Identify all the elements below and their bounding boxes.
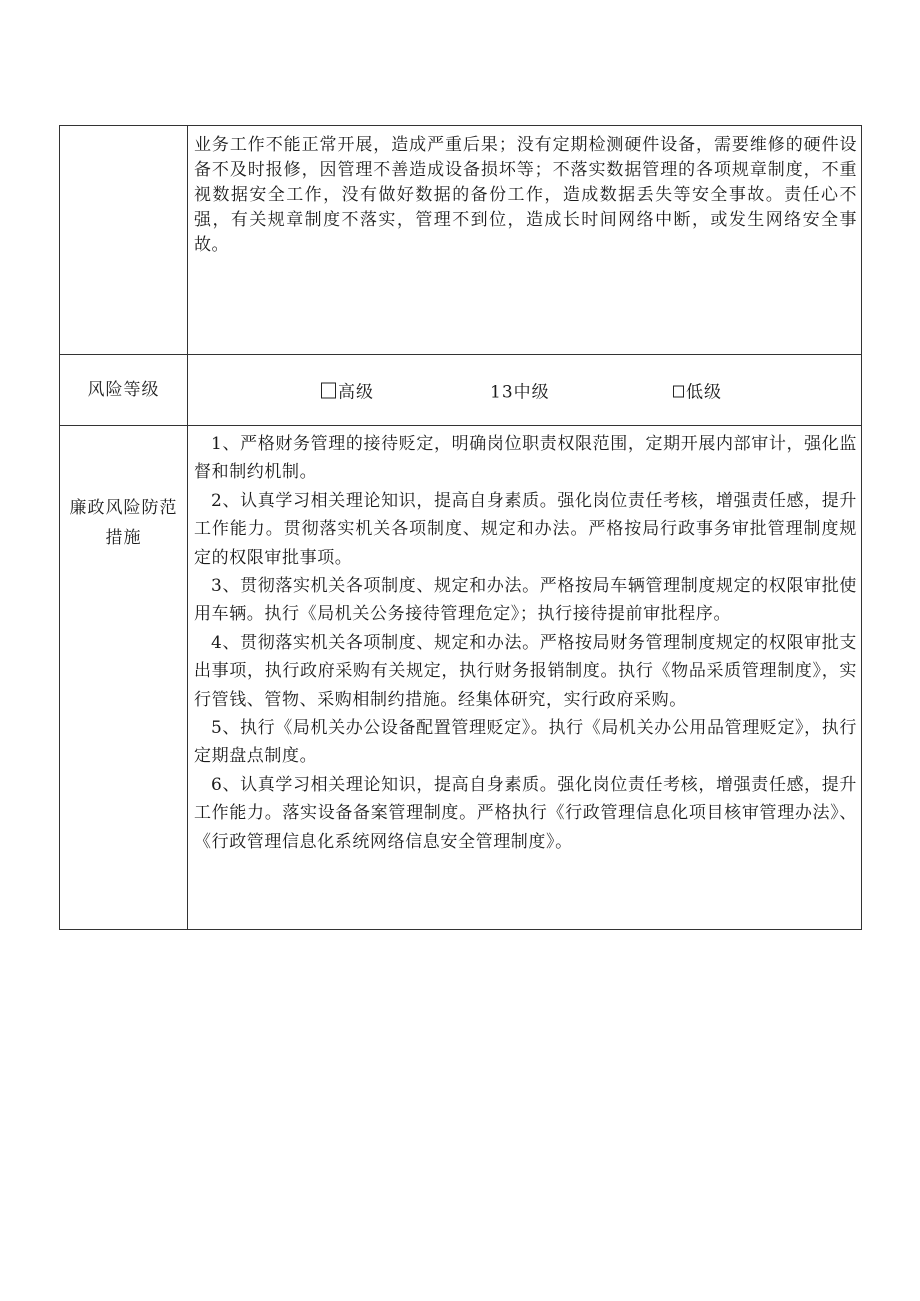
measure-item: 1、严格财务管理的接待贬定，明确岗位职责权限范围，定期开展内部审计，强化监督和制约机制。 (194, 434, 857, 483)
risk-table (59, 125, 862, 930)
risk-level-medium-label: 13中级 (490, 382, 550, 403)
risk-description-row (60, 126, 862, 355)
risk-level-row (60, 355, 862, 426)
risk-level-high-label: 高级 (338, 382, 374, 403)
risk-description-text: 业务工作不能正常开展，造成严重后果；没有定期检测硬件设备，需要维修的硬件设备不及时报修，因管理不善造成设备损坏等；不落实数据管理的各项规章制度，不重视数据安全工作，没有做好数据的备份工作，造成数据丢失等安全事故。责任心不强，有关规章制度不落实，管理不到位，造成长时间网络中断，或发生网络安全事故。 (194, 135, 857, 255)
risk-level-medium-option[interactable] (490, 378, 550, 403)
risk-level-low-option[interactable] (673, 378, 722, 403)
measure-item: 6、认真学习相关理论知识，提高自身素质。强化岗位责任考核，增强责任感，提升工作能力。落实设备备案管理制度。严格执行《行政管理信息化项目核审管理办法》、《行政管理信息化系统网络信息安全管理制度》。 (194, 774, 857, 852)
checkbox-empty-icon (673, 386, 684, 398)
checkbox-empty-icon (321, 383, 336, 399)
measures-label: 廉政风险防范措施 (69, 498, 178, 548)
measures-label-cell (60, 426, 188, 930)
risk-level-high-option[interactable] (321, 378, 374, 403)
measure-item: 4、贯彻落实机关各项制度、规定和办法。严格按局财务管理制度规定的权限审批支出事项，执行政府采购有关规定，执行财务报销制度。执行《物品采质管理制度》，实行管钱、管物、采购相制约措施。经集体研究，实行政府采购。 (194, 632, 857, 710)
risk-level-low-label: 低级 (686, 382, 722, 403)
risk-level-options (188, 355, 862, 426)
measures-content-cell (188, 426, 862, 930)
measure-item: 2、认真学习相关理论知识，提高自身素质。强化岗位责任考核，增强责任感，提升工作能力。贯彻落实机关各项制度、规定和办法。严格按局行政事务审批管理制度规定的权限审批事项。 (194, 490, 857, 568)
description-content-cell (188, 126, 862, 355)
measure-item: 5、执行《局机关办公设备配置管理贬定》。执行《局机关办公用品管理贬定》，执行定期盘点制度。 (194, 718, 857, 767)
risk-level-label: 风险等级 (60, 355, 188, 426)
measure-item: 3、贯彻落实机关各项制度、规定和办法。严格按局车辆管理制度规定的权限审批使用车辆。执行《局机关公务接待管理危定》；执行接待提前审批程序。 (194, 576, 857, 625)
measures-row (60, 426, 862, 930)
description-label-cell (60, 126, 188, 355)
measures-list (188, 426, 861, 856)
